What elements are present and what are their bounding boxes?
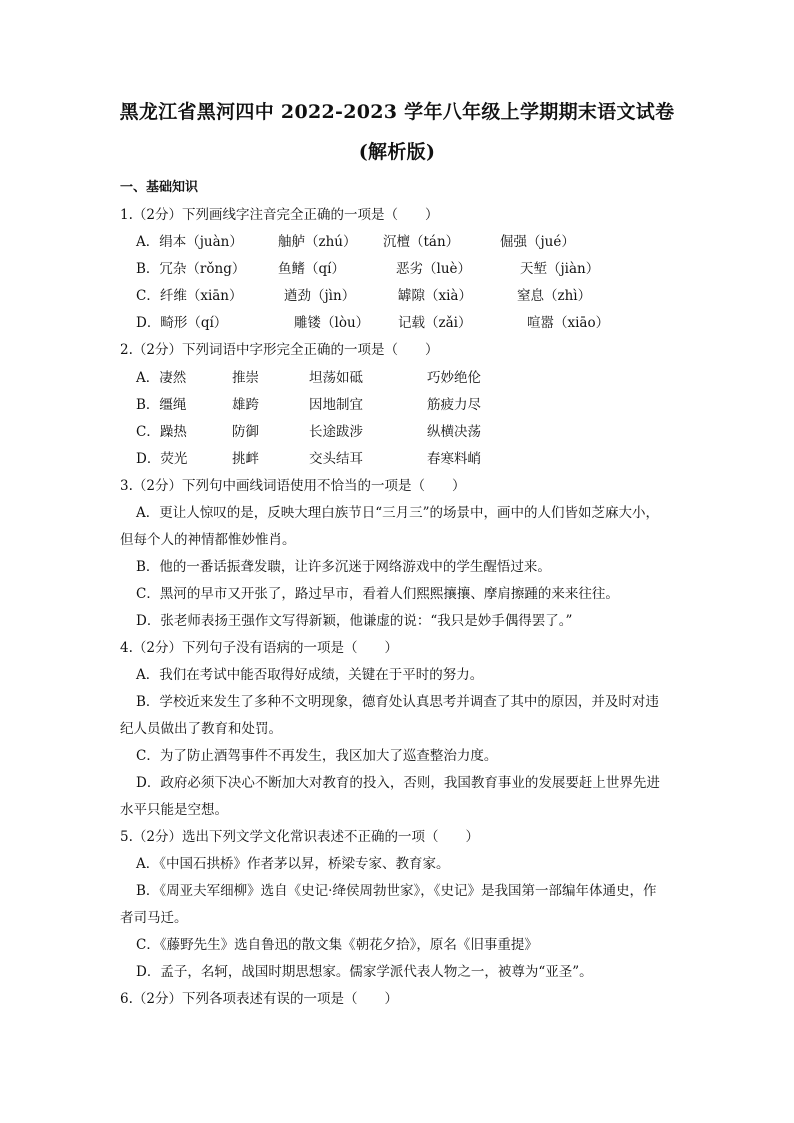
q2-d-2: 挑衅 — [232, 451, 259, 467]
q2-b-2: 雄跨 — [232, 397, 259, 413]
q2-d-1: D．荧光 — [136, 451, 188, 467]
q3-option-d: D．张老师表扬王强作文写得新颖，他谦虚的说：“我只是妙手偶得罢了。” — [136, 613, 573, 629]
q2-c-2: 防御 — [232, 424, 259, 440]
q5-option-b-line2: 者司马迁。 — [120, 910, 188, 926]
exam-title: 黑龙江省黑河四中 2022-2023 学年八年级上学期期末语文试卷 — [119, 101, 675, 123]
q4-option-d-line2: 水平只能是空想。 — [120, 802, 228, 818]
q3-option-c: C．黑河的早市又开张了，路过早市，看着人们熙熙攘攘、摩肩擦踵的来来往往。 — [136, 586, 619, 602]
q1-a-1: A．绢本（juàn） — [136, 234, 243, 250]
q2-c-4: 纵横决荡 — [427, 424, 481, 440]
q1-c-4: 窒息（zhì） — [517, 288, 592, 304]
question-5-stem: 5.（2分）选出下列文学文化常识表述不正确的一项（ ） — [120, 829, 479, 845]
section-heading: 一、基础知识 — [120, 180, 199, 195]
q1-a-4: 倔强（jué） — [500, 234, 575, 250]
q2-a-1: A．凄然 — [136, 370, 187, 386]
q1-d-3: 记载（zǎi） — [398, 315, 472, 331]
q5-option-d: D．孟子，名轲，战国时期思想家。儒家学派代表人物之一，被尊为“亚圣”。 — [136, 964, 593, 980]
q2-c-1: C．躁热 — [136, 424, 187, 440]
q4-option-b-line2: 纪人员做出了教育和处罚。 — [120, 721, 282, 737]
q2-a-3: 坦荡如砥 — [309, 370, 363, 386]
question-2-stem: 2.（2分）下列词语中字形完全正确的一项是（ ） — [120, 342, 439, 358]
q3-option-a-line2: 但每个人的神情都惟妙惟肖。 — [120, 532, 296, 548]
q2-b-3: 因地制宜 — [309, 397, 363, 413]
q4-option-c: C．为了防止酒驾事件不再发生，我区加大了巡查整治力度。 — [136, 748, 498, 764]
q3-option-a-line1: A．更让人惊叹的是，反映大理白族节日“三月三”的场景中，画中的人们皆如芝麻大小， — [136, 505, 660, 521]
question-4-stem: 4.（2分）下列句子没有语病的一项是（ ） — [120, 640, 398, 656]
q2-d-3: 交头结耳 — [309, 451, 363, 467]
q1-d-4: 喧嚣（xiāo） — [527, 315, 610, 331]
q1-b-2: 鱼鳍（qí） — [278, 261, 345, 277]
q4-option-a: A．我们在考试中能否取得好成绩，关键在于平时的努力。 — [136, 667, 484, 683]
q2-a-2: 推崇 — [232, 370, 259, 386]
q3-option-b: B．他的一番话振聋发聩，让许多沉迷于网络游戏中的学生醒悟过来。 — [136, 559, 551, 575]
q2-c-3: 长途跋涉 — [309, 424, 363, 440]
exam-subtitle: (解析版) — [358, 141, 436, 163]
q1-a-2: 舳舻（zhú） — [278, 234, 357, 250]
q1-c-1: C．纤维（xiān） — [136, 288, 243, 304]
q5-option-b-line1: B．《周亚夫军细柳》选自《史记·绛侯周勃世家》，《史记》是我国第一部编年体通史，作 — [136, 883, 657, 899]
question-1-stem: 1.（2分）下列画线字注音完全正确的一项是（ ） — [120, 207, 439, 223]
q1-a-3: 沉檀（tán） — [383, 234, 460, 250]
q4-option-d-line1: D．政府必须下决心不断加大对教育的投入，否则，我国教育事业的发展要赶上世界先进 — [136, 775, 660, 791]
q1-b-3: 恶劣（luè） — [396, 261, 472, 277]
question-3-stem: 3.（2分）下列句中画线词语使用不恰当的一项是（ ） — [120, 478, 466, 494]
q2-b-4: 筋疲力尽 — [427, 397, 481, 413]
q2-a-4: 巧妙绝伦 — [427, 370, 481, 386]
q2-b-1: B．缰绳 — [136, 397, 187, 413]
question-6-stem: 6.（2分）下列各项表述有误的一项是（ ） — [120, 991, 398, 1007]
q5-option-a: A．《中国石拱桥》作者茅以昇，桥梁专家、教育家。 — [136, 856, 450, 872]
q1-c-3: 罅隙（xià） — [398, 288, 472, 304]
q4-option-b-line1: B．学校近来发生了多种不文明现象，德育处认真思考并调查了其中的原因，并及时对违 — [136, 694, 659, 710]
q5-option-c: C．《藤野先生》选自鲁迅的散文集《朝花夕拾》，原名《旧事重提》 — [136, 937, 538, 953]
q1-b-4: 天堑（jiàn） — [520, 261, 600, 277]
q1-d-1: D．畸形（qí） — [136, 315, 228, 331]
q1-d-2: 雕镂（lòu） — [294, 315, 370, 331]
q1-b-1: B．冗杂（rǒng） — [136, 261, 246, 277]
q1-c-2: 遒劲（jìn） — [284, 288, 356, 304]
q1-option-a — [136, 230, 243, 250]
q2-d-4: 春寒料峭 — [427, 451, 481, 467]
